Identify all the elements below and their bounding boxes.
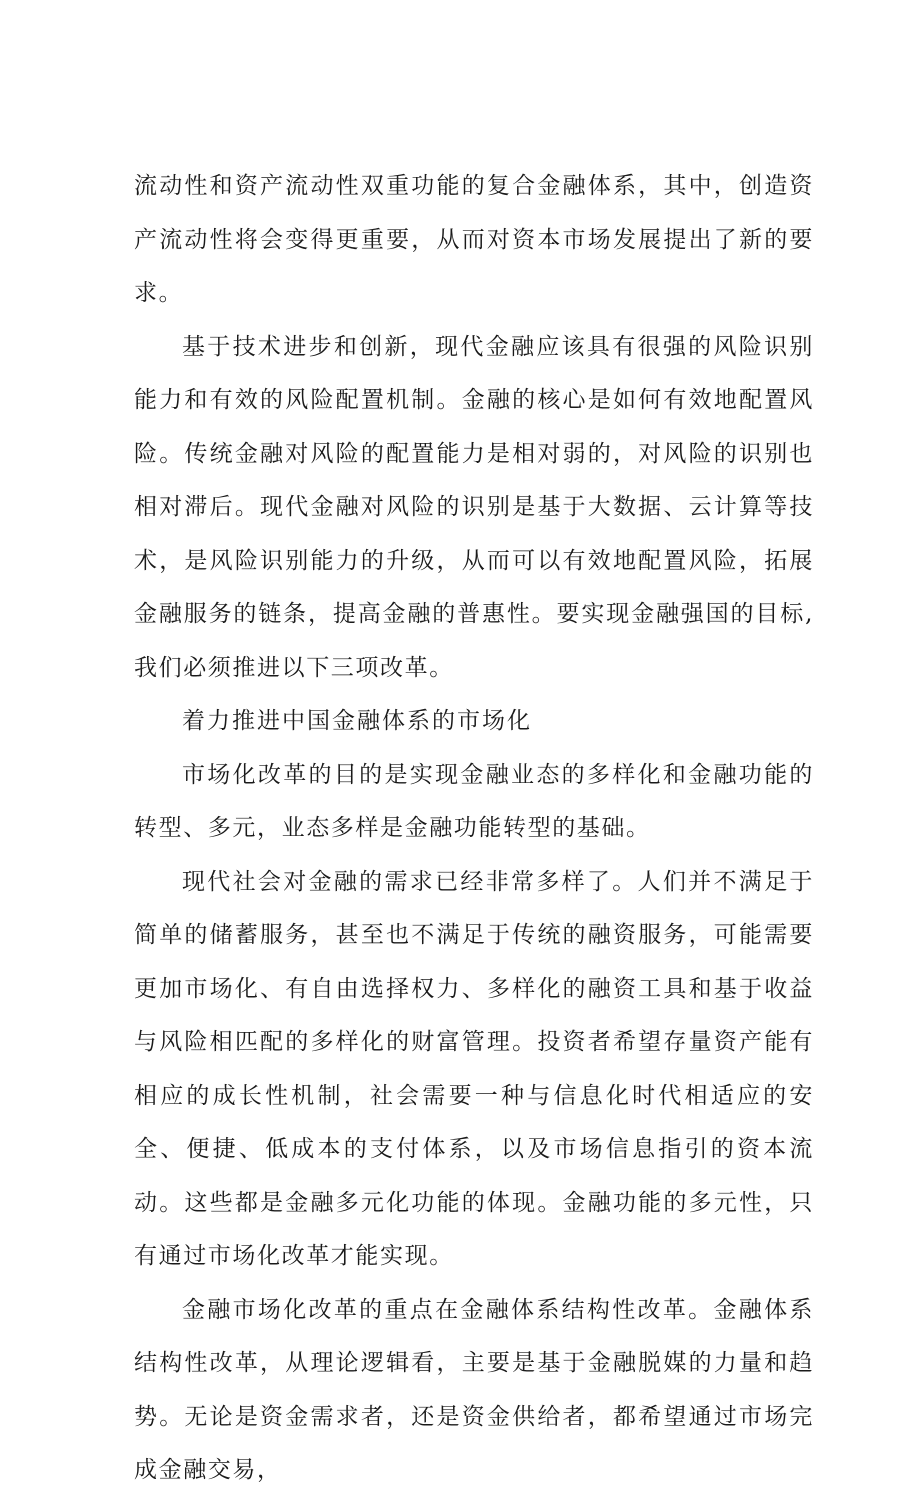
paragraph-continuation: 流动性和资产流动性双重功能的复合金融体系，其中，创造资产流动性将会变得更重要，从而对资本市场发展提出了新的要求。 xyxy=(134,173,814,306)
paragraph-financial-demand: 现代社会对金融的需求已经非常多样了。人们并不满足于简单的储蓄服务，甚至也不满足于传统的融资服务，可能需要更加市场化、有自由选择权力、多样化的融资工具和基于收益与风险相匹配的多样化的财富管理。投资者希望存量资产能有相应的成长性机制，社会需要一种与信息化时代相适应的安全、便捷、低成本的支付体系，以及市场信息指引的资本流动。这些都是金融多元化功能的体现。金融功能的多元性，只有通过市场化改革才能实现。 xyxy=(134,868,814,1269)
paragraph-market-reform-goal: 市场化改革的目的是实现金融业态的多样化和金融功能的转型、多元，业态多样是金融功能转型的基础。 xyxy=(134,761,814,841)
document-body xyxy=(134,160,814,1498)
paragraph-structural-reform: 金融市场化改革的重点在金融体系结构性改革。金融体系结构性改革，从理论逻辑看，主要是基于金融脱媒的力量和趋势。无论是资金需求者，还是资金供给者，都希望通过市场完成金融交易， xyxy=(134,1296,814,1483)
paragraph-risk-management: 基于技术进步和创新，现代金融应该具有很强的风险识别能力和有效的风险配置机制。金融的核心是如何有效地配置风险。传统金融对风险的配置能力是相对弱的，对风险的识别也相对滞后。现代金融对风险的识别是基于大数据、云计算等技术，是风险识别能力的升级，从而可以有效地配置风险，拓展金融服务的链条，提高金融的普惠性。要实现金融强国的目标,我们必须推进以下三项改革。 xyxy=(134,333,814,681)
section-heading: 着力推进中国金融体系的市场化 xyxy=(182,708,532,734)
